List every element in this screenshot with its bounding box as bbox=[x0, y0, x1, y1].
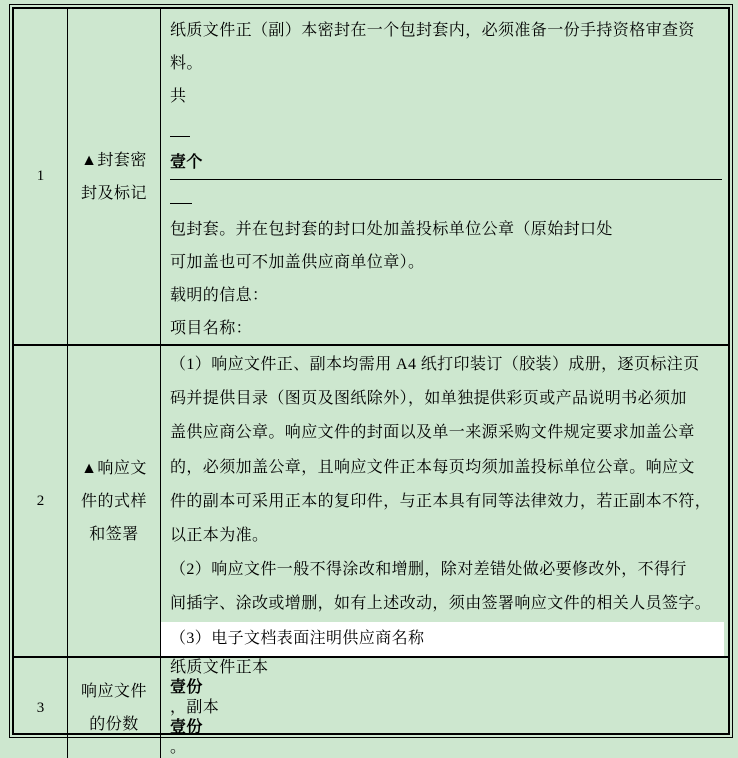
content-line bbox=[170, 80, 722, 246]
text-segment: （1）响应文件正、副本均需用 A4 纸打印装订（胶装）成册，逐页标注页 bbox=[170, 356, 700, 373]
content-line bbox=[170, 348, 722, 382]
text-segment: 壹份 bbox=[170, 719, 203, 736]
content-line bbox=[170, 14, 722, 47]
text-segment: 件的副本可采用正本的复印件，与正本具有同等法律效力，若正副本不符， bbox=[170, 492, 712, 510]
text-segment: 可加盖也可不加盖供应商单位章）。 bbox=[170, 254, 425, 271]
content-line bbox=[170, 312, 722, 344]
row-label-cell bbox=[68, 346, 161, 656]
requirements-table-outer-border bbox=[9, 4, 733, 756]
table-row bbox=[14, 9, 728, 346]
text-segment: 壹个 bbox=[170, 146, 722, 180]
text-segment: 。 bbox=[170, 739, 187, 756]
content-line bbox=[170, 485, 722, 519]
table-row bbox=[14, 658, 728, 758]
row-number: 1 bbox=[36, 168, 45, 184]
content-line bbox=[170, 279, 722, 312]
text-segment: 盖供应商公章。响应文件的封面以及单一来源采购文件规定要求加盖公章 bbox=[170, 424, 695, 442]
text-segment: 壹份 bbox=[170, 679, 203, 696]
table-row bbox=[14, 346, 728, 658]
text-segment: ，副本 bbox=[170, 699, 220, 716]
text-segment: 码并提供目录（图页及图纸除外），如单独提供彩页或产品说明书必须加 bbox=[170, 390, 687, 408]
text-segment: 间插字、涂改或增删，如有上述改动，须由签署响应文件的相关人员签字。 bbox=[170, 595, 712, 613]
text-segment: 纸质文件正（副）本密封在一个包封套内，必须准备一份手持资格审查资 bbox=[170, 22, 695, 39]
text-segment: 项目名称： bbox=[170, 320, 253, 337]
requirements-table bbox=[12, 7, 730, 756]
row-label-line: 的份数 bbox=[89, 716, 139, 733]
blank-underline bbox=[170, 132, 190, 137]
blank-underline bbox=[170, 199, 192, 204]
text-segment: 包封套。并在包封套的封口处加盖投标单位公章（原始封口处 bbox=[170, 221, 613, 238]
text-segment: 纸质文件正本 bbox=[170, 659, 269, 676]
row-number-cell bbox=[14, 346, 68, 656]
row-content-cell bbox=[161, 658, 728, 758]
content-line bbox=[170, 382, 722, 416]
text-segment: （3）电子文档表面注明供应商名称 bbox=[170, 629, 425, 647]
row-label-line: 封及标记 bbox=[80, 184, 147, 202]
content-line bbox=[170, 47, 722, 80]
highlighted-edit-line[interactable] bbox=[161, 622, 724, 656]
content-line bbox=[170, 519, 722, 553]
row-number: 3 bbox=[36, 699, 45, 716]
row-label-line: 件的式样 bbox=[80, 492, 147, 510]
content-line bbox=[170, 658, 722, 758]
text-segment: 载明的信息： bbox=[170, 287, 269, 304]
content-line bbox=[170, 451, 722, 485]
row-label-cell bbox=[68, 658, 161, 758]
content-line bbox=[170, 416, 722, 450]
row-label-line: ▲封套密 bbox=[81, 151, 147, 169]
row-label-line: ▲响应文 bbox=[81, 459, 147, 477]
text-segment: 料。 bbox=[170, 55, 203, 72]
row-content-cell bbox=[161, 9, 728, 344]
text-segment: 共 bbox=[170, 88, 187, 105]
row-number-cell bbox=[14, 9, 68, 344]
row-label-line: 响应文件 bbox=[80, 683, 147, 700]
content-line bbox=[170, 587, 722, 621]
row-number: 2 bbox=[36, 492, 45, 509]
content-line bbox=[170, 246, 722, 279]
row-label-cell bbox=[68, 9, 161, 344]
row-number-cell bbox=[14, 658, 68, 758]
text-segment: 的，必须加盖公章，且响应文件正本每页均须加盖投标单位公章。响应文 bbox=[170, 458, 695, 476]
row-content-cell bbox=[161, 346, 728, 656]
content-line bbox=[170, 553, 722, 587]
text-segment: 以正本为准。 bbox=[170, 527, 269, 545]
text-segment: （2）响应文件一般不得涂改和增删，除对差错处做必要修改外，不得行 bbox=[170, 561, 687, 579]
row-label-line: 和签署 bbox=[89, 525, 139, 543]
